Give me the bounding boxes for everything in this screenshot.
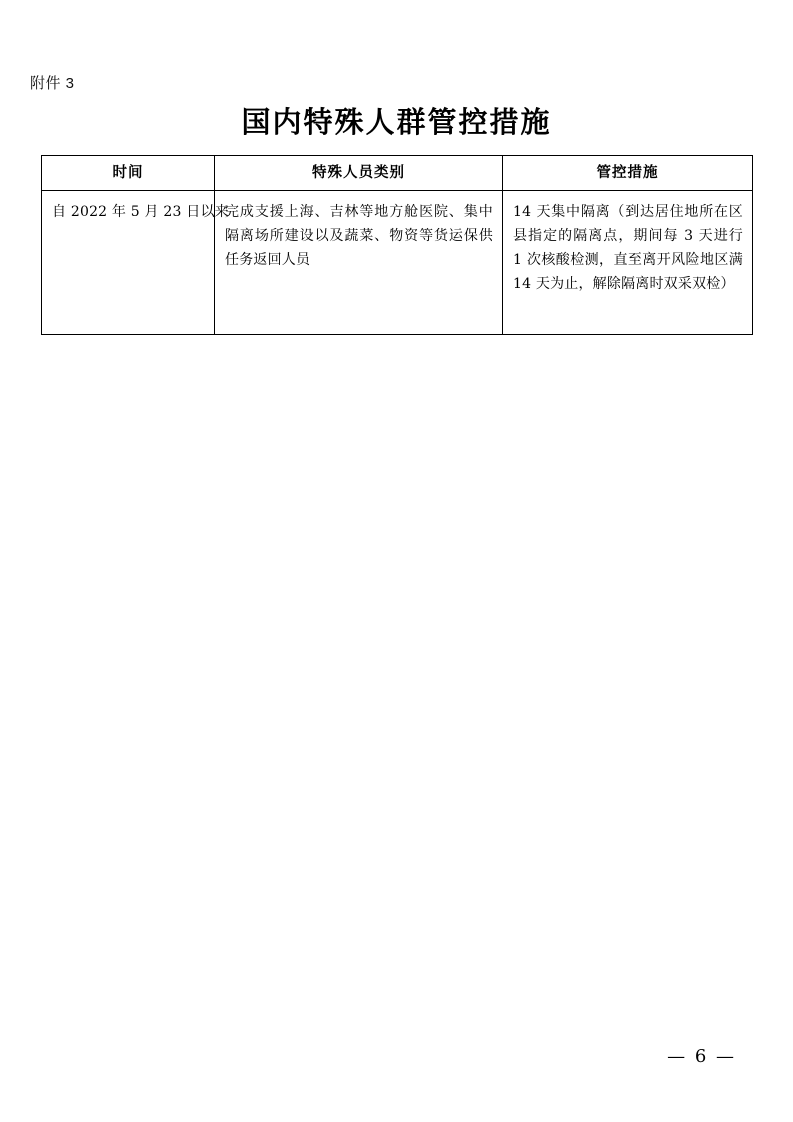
- page-number: — 6 —: [667, 1046, 736, 1067]
- page-title: 国内特殊人群管控措施: [241, 105, 552, 139]
- table-header-row: [42, 156, 753, 191]
- column-header-time: 时间: [42, 156, 215, 191]
- column-header-measure: 管控措施: [503, 156, 753, 191]
- attachment-label: 附件 3: [30, 75, 75, 92]
- cell-measure: 14 天集中隔离（到达居住地所在区县指定的隔离点，期间每 3 天进行 1 次核酸检测，直至离开风险地区满 14 天为止，解除隔离时双采双检）: [503, 191, 753, 335]
- table-header: [42, 156, 753, 191]
- cell-time: 自 2022 年 5 月 23 日以来: [42, 191, 215, 335]
- table-body: [42, 191, 753, 335]
- table-row: [42, 191, 753, 335]
- column-header-category: 特殊人员类别: [215, 156, 503, 191]
- control-measures-table: [41, 155, 753, 335]
- cell-category: 完成支援上海、吉林等地方舱医院、集中隔离场所建设以及蔬菜、物资等货运保供任务返回人员: [215, 191, 503, 335]
